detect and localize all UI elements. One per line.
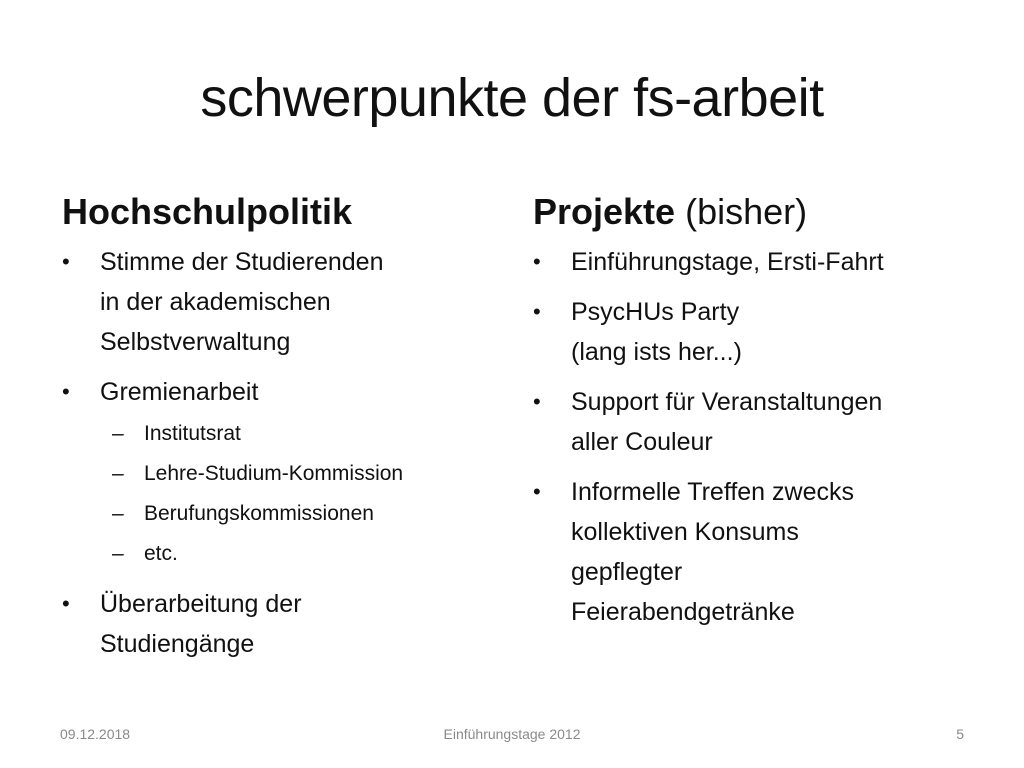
sub-list-item [100, 534, 502, 574]
dash-icon: – [112, 502, 124, 525]
bullet-icon: • [62, 591, 70, 616]
list-item [533, 382, 1003, 462]
right-heading-strong: Projekte [533, 191, 676, 232]
list-item [62, 584, 502, 664]
left-column [62, 190, 502, 674]
right-bullet-list [533, 242, 1003, 632]
list-item-text: PsycHUs Party (lang ists her...) [571, 298, 742, 366]
bullet-icon: • [62, 379, 70, 404]
dash-icon: – [112, 542, 124, 565]
sub-list-item-text: Lehre-Studium-Kommission [144, 462, 404, 485]
left-heading-text: Hochschulpolitik [62, 191, 353, 232]
bullet-icon: • [533, 299, 541, 324]
slide-title: schwerpunkte der fs-arbeit [200, 68, 824, 128]
sub-list-item [100, 454, 502, 494]
footer-date: 09.12.2018 [60, 726, 131, 742]
list-item [62, 242, 502, 362]
dash-icon: – [112, 462, 124, 485]
footer-event: Einführungstage 2012 [443, 726, 581, 742]
list-item-text: Gremienarbeit [100, 378, 259, 406]
list-item [533, 242, 1003, 282]
list-item-text: Informelle Treffen zwecks kollektiven Konsums gepflegter Feierabendgetränke [571, 478, 854, 626]
bullet-icon: • [62, 249, 70, 274]
sub-list-item-text: Institutsrat [144, 422, 241, 445]
sub-list-item-text: etc. [144, 542, 178, 565]
list-item [533, 472, 1003, 632]
list-item-text: Überarbeitung der Studiengänge [100, 590, 302, 658]
list-item [62, 372, 502, 574]
right-column [533, 190, 1003, 642]
sub-list-item [100, 414, 502, 454]
sub-list [100, 414, 502, 574]
list-item-text: Stimme der Studierenden in der akademischen Selbstverwaltung [100, 248, 384, 356]
right-heading-light: (bisher) [675, 191, 808, 232]
bullet-icon: • [533, 389, 541, 414]
list-item-text: Einführungstage, Ersti-Fahrt [571, 248, 884, 276]
dash-icon: – [112, 422, 124, 445]
list-item-text: Support für Veranstaltungen aller Couleur [571, 388, 883, 456]
left-bullet-list [62, 242, 502, 664]
sub-list-item-text: Berufungskommissionen [144, 502, 374, 525]
slide-number: 5 [956, 726, 964, 742]
sub-list-item [100, 494, 502, 534]
list-item [533, 292, 1003, 372]
right-heading [533, 190, 1003, 234]
left-heading [62, 190, 502, 234]
bullet-icon: • [533, 479, 541, 504]
bullet-icon: • [533, 249, 541, 274]
